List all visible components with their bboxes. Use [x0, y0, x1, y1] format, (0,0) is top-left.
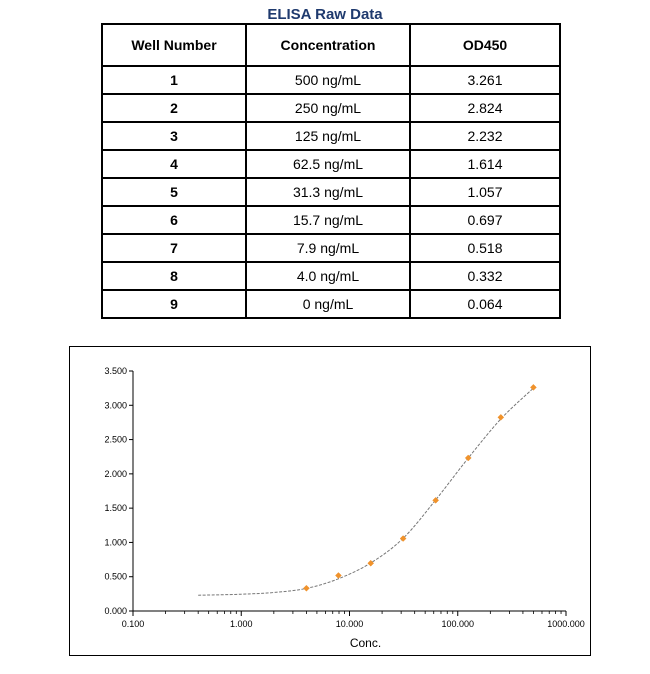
x-tick-label: 1.000 [229, 619, 253, 629]
concentration-cell: 250 ng/mL [246, 94, 410, 122]
well-number-cell: 9 [102, 290, 246, 318]
concentration-cell: 500 ng/mL [246, 66, 410, 94]
well-number-cell: 2 [102, 94, 246, 122]
well-number-cell: 7 [102, 234, 246, 262]
x-tick-label: 100.000 [441, 619, 475, 629]
well-number-cell: 6 [102, 206, 246, 234]
data-point [303, 585, 309, 591]
concentration-cell: 0 ng/mL [246, 290, 410, 318]
data-point [498, 414, 504, 420]
y-tick-label: 1.000 [104, 537, 127, 548]
y-tick-label: 0.500 [104, 571, 127, 582]
header-well-number: Well Number [102, 24, 246, 66]
concentration-cell: 15.7 ng/mL [246, 206, 410, 234]
well-number-cell: 8 [102, 262, 246, 290]
x-tick-label: 0.100 [121, 619, 145, 629]
y-tick-label: 3.500 [104, 366, 127, 376]
od450-cell: 1.614 [410, 150, 560, 178]
y-tick-label: 1.500 [104, 503, 127, 514]
od450-cell: 2.824 [410, 94, 560, 122]
header-concentration: Concentration [246, 24, 410, 66]
concentration-cell: 31.3 ng/mL [246, 178, 410, 206]
od450-cell: 3.261 [410, 66, 560, 94]
well-number-cell: 4 [102, 150, 246, 178]
fit-curve-line [198, 388, 533, 595]
x-tick-label: 1000.000 [547, 619, 585, 629]
od450-cell: 2.232 [410, 122, 560, 150]
concentration-cell: 7.9 ng/mL [246, 234, 410, 262]
od450-cell: 1.057 [410, 178, 560, 206]
x-tick-label: 10.000 [335, 619, 364, 629]
od450-cell: 0.697 [410, 206, 560, 234]
header-od450: OD450 [410, 24, 560, 66]
table-title: ELISA Raw Data [267, 6, 383, 23]
well-number-cell: 3 [102, 122, 246, 150]
concentration-cell: 125 ng/mL [246, 122, 410, 150]
x-axis-title: Conc. [349, 636, 382, 650]
y-tick-label: 3.000 [104, 400, 127, 411]
well-number-cell: 5 [102, 178, 246, 206]
y-tick-label: 2.000 [104, 468, 127, 479]
concentration-cell: 4.0 ng/mL [246, 262, 410, 290]
y-tick-label: 0.000 [104, 606, 127, 616]
y-tick-label: 2.500 [104, 434, 127, 445]
od450-cell: 0.332 [410, 262, 560, 290]
od450-cell: 0.064 [410, 290, 560, 318]
od450-cell: 0.518 [410, 234, 560, 262]
well-number-cell: 1 [102, 66, 246, 94]
concentration-cell: 62.5 ng/mL [246, 150, 410, 178]
